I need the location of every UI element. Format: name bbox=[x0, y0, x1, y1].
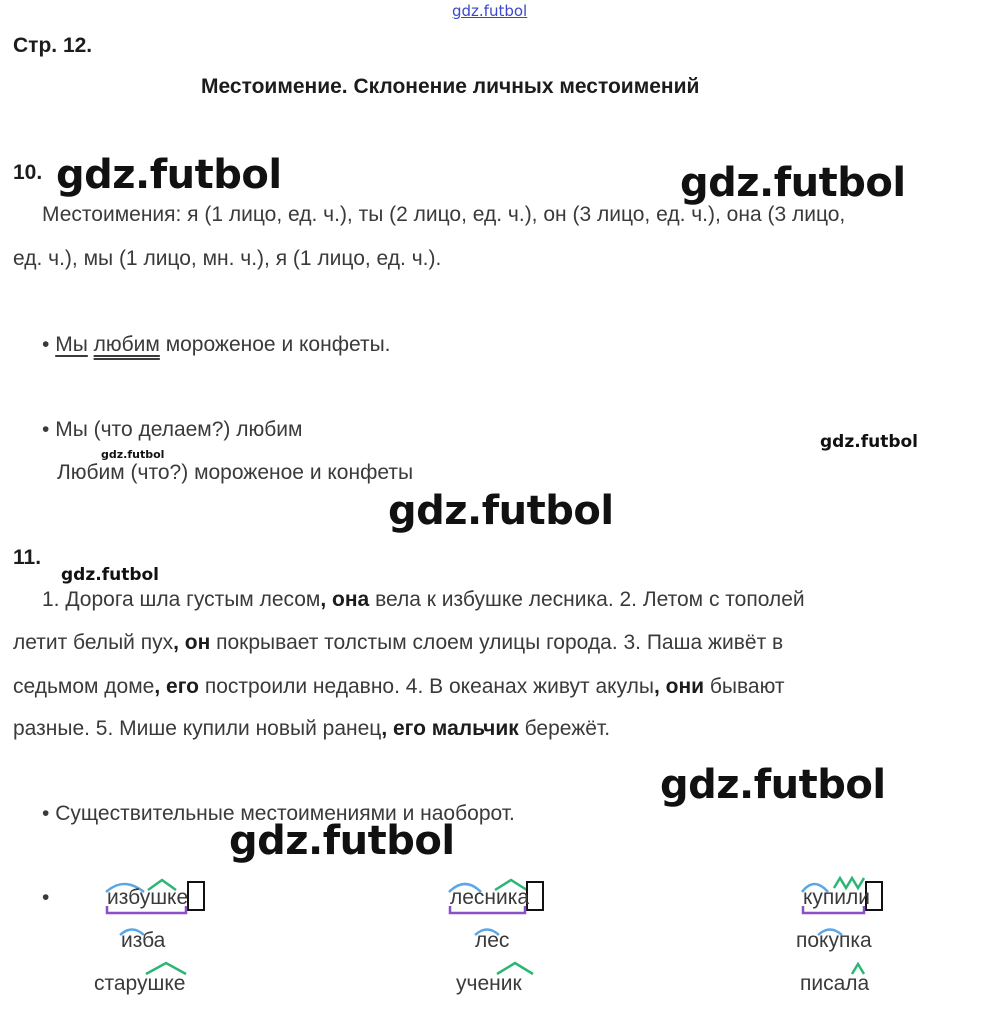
text-fragment: построили недавно. 4. В океанах живут акулы bbox=[199, 675, 654, 698]
pronoun-bold: , его мальчик bbox=[381, 717, 519, 740]
page-label: Стр. 12. bbox=[13, 34, 93, 57]
watermark: gdz.futbol bbox=[820, 432, 918, 452]
text-fragment: 1. Дорога шла густым лесом bbox=[42, 588, 321, 611]
morpheme-word: избушке bbox=[107, 886, 189, 909]
watermark: gdz.futbol bbox=[388, 488, 614, 534]
pronoun-bold: , она bbox=[320, 588, 370, 611]
watermark-top[interactable]: gdz.futbol bbox=[452, 2, 528, 20]
page-title: Местоимение. Склонение личных местоимений bbox=[201, 75, 700, 98]
text-fragment: покрывает толстым слоем улицы города. 3. Паша живёт в bbox=[210, 631, 784, 654]
text-fragment: вела к избушке лесника. 2. Летом с тополей bbox=[369, 588, 805, 611]
text-fragment: седьмом доме bbox=[13, 675, 155, 698]
suffix-example-word: ученик bbox=[456, 972, 522, 995]
bullet: • bbox=[42, 418, 50, 441]
text-fragment: бывают bbox=[704, 675, 785, 698]
ex11-line-4 bbox=[13, 717, 610, 741]
ex10-line-1 bbox=[42, 203, 977, 227]
root-example-word: покупка bbox=[796, 929, 872, 952]
morpheme-column-2 bbox=[443, 868, 563, 1008]
text-fragment: летит белый пух bbox=[13, 631, 174, 654]
bullet-text: Существительные местоимениями и наоборот. bbox=[55, 802, 515, 825]
suffix-example-word: писала bbox=[800, 972, 870, 995]
watermark: gdz.futbol bbox=[680, 160, 906, 206]
root-example-word: лес bbox=[475, 929, 510, 952]
pronoun-bold: , они bbox=[653, 675, 705, 698]
exercise-number: 11. bbox=[13, 546, 42, 569]
watermark: gdz.futbol bbox=[660, 762, 886, 808]
text-fragment: бережёт. bbox=[518, 717, 611, 740]
ex11-bullet-3 bbox=[42, 802, 515, 826]
bullet: • bbox=[42, 333, 50, 356]
morpheme-word: лесника bbox=[450, 886, 530, 909]
watermark: gdz.futbol bbox=[61, 565, 159, 585]
morpheme-column-3 bbox=[796, 868, 916, 1008]
ex10-line-2: ед. ч.), мы (1 лицо, мн. ч.), я (1 лицо, ед. ч.). bbox=[13, 247, 442, 270]
sentence-rest: мороженое и конфеты. bbox=[165, 333, 391, 356]
text-fragment: разные. 5. Мише купили новый ранец bbox=[13, 717, 382, 740]
morpheme-word: купили bbox=[803, 886, 871, 909]
exercise-number: 10. bbox=[13, 161, 43, 184]
pronoun-bold: , его bbox=[154, 675, 200, 698]
ex11-line-2 bbox=[13, 631, 977, 655]
watermark: gdz.futbol bbox=[229, 818, 455, 864]
ex10-bullet-2 bbox=[42, 418, 302, 442]
ex10-bullet-1 bbox=[42, 333, 391, 357]
ex11-line-3 bbox=[13, 675, 977, 699]
morpheme-column-1 bbox=[94, 868, 220, 1008]
suffix-example-word: старушке bbox=[94, 972, 186, 995]
ex11-line-1 bbox=[42, 588, 977, 612]
root-example-word: изба bbox=[121, 929, 166, 952]
question-line-1: Мы (что делаем?) любим bbox=[55, 418, 303, 441]
predicate-word: любим bbox=[93, 333, 160, 356]
bullet: • bbox=[42, 886, 50, 909]
subject-word: Мы bbox=[55, 333, 88, 356]
ex10-line-1-text: Местоимения: я (1 лицо, ед. ч.), ты (2 лицо, ед. ч.), он (3 лицо, ед. ч.), она (3 лицо, bbox=[42, 203, 846, 226]
watermark: gdz.futbol bbox=[101, 448, 165, 461]
pronoun-bold: , он bbox=[173, 631, 211, 654]
question-line-2: Любим (что?) мороженое и конфеты bbox=[57, 461, 414, 484]
watermark: gdz.futbol bbox=[56, 152, 282, 198]
bullet: • bbox=[42, 802, 50, 825]
